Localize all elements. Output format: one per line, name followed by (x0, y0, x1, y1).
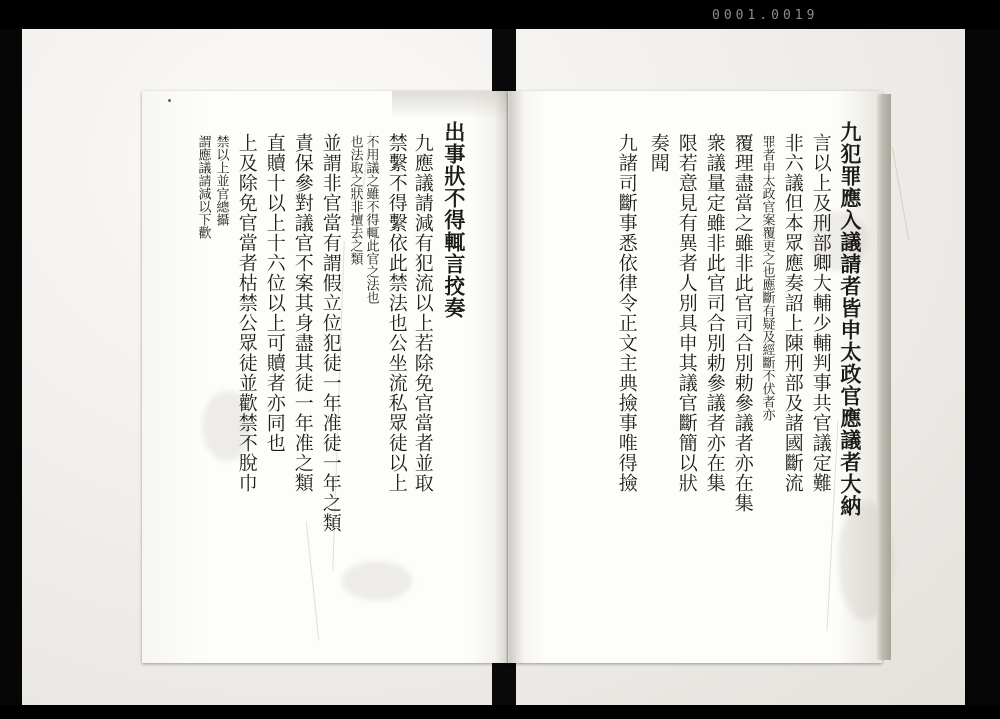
scanned-page-sheet (22, 29, 965, 705)
open-book (142, 91, 882, 663)
text-column: 不用議之雖不得輒此官之法也 (363, 135, 379, 304)
text-column: 直贖十以上十六位以上可贖者亦同也 (263, 133, 286, 453)
text-column: 九諸司斷事悉依律令正文主典撿事唯得撿 (615, 133, 638, 493)
film-edge-right (965, 29, 1000, 705)
film-edge-left (0, 29, 22, 705)
page-right-text (508, 91, 882, 663)
text-column: 禁以上並官總攝 (213, 135, 229, 226)
text-column: 並謂非官當有謂假立位犯徒一年准徒一年之類 (319, 133, 342, 533)
text-column: 非六議但本眾應奏詔上陳刑部及諸國斷流 (781, 133, 804, 493)
text-column: 九犯罪應入議請者皆申太政官應議者大納 (837, 121, 862, 517)
film-frame-id: 0001.0019 (712, 8, 819, 23)
page-crease (892, 147, 909, 241)
book-fore-edge (877, 94, 891, 660)
text-column: 衆議量定雖非此官司合別勅參議者亦在集 (703, 133, 726, 493)
text-column: 限若意見有異者人別具申其議官斷簡以狀 (675, 133, 698, 493)
text-column: 出事狀不得輒言挍奏 (441, 121, 466, 319)
text-column: 謂應議請減以下歡 (195, 135, 211, 239)
text-column: 言以上及刑部卿大輔少輔判事共官議定難 (809, 133, 832, 493)
page-right (508, 91, 882, 663)
text-column: 責保參對議官不案其身盡其徒一年准之類 (291, 133, 314, 493)
text-column: 罪者申太政官案覆更之也應斷有疑及經斷不伏者亦 (759, 135, 775, 421)
text-column: 上及除免官當者枯禁公眾徒並歡禁不脫巾 (235, 133, 258, 493)
text-column: 覆理盡當之雖非此官司合別勅參議者亦在集 (731, 133, 754, 513)
text-column: 奏聞 (647, 133, 670, 173)
text-column: 禁繫不得繫依此禁法也公坐流私眾徒以上 (385, 133, 408, 493)
text-column: 也法取之狀非擅去之類 (347, 135, 363, 265)
page-left-text (142, 91, 507, 663)
text-column: 九應議請減有犯流以上若除免官當者並取 (411, 133, 434, 493)
page-left (142, 91, 508, 663)
